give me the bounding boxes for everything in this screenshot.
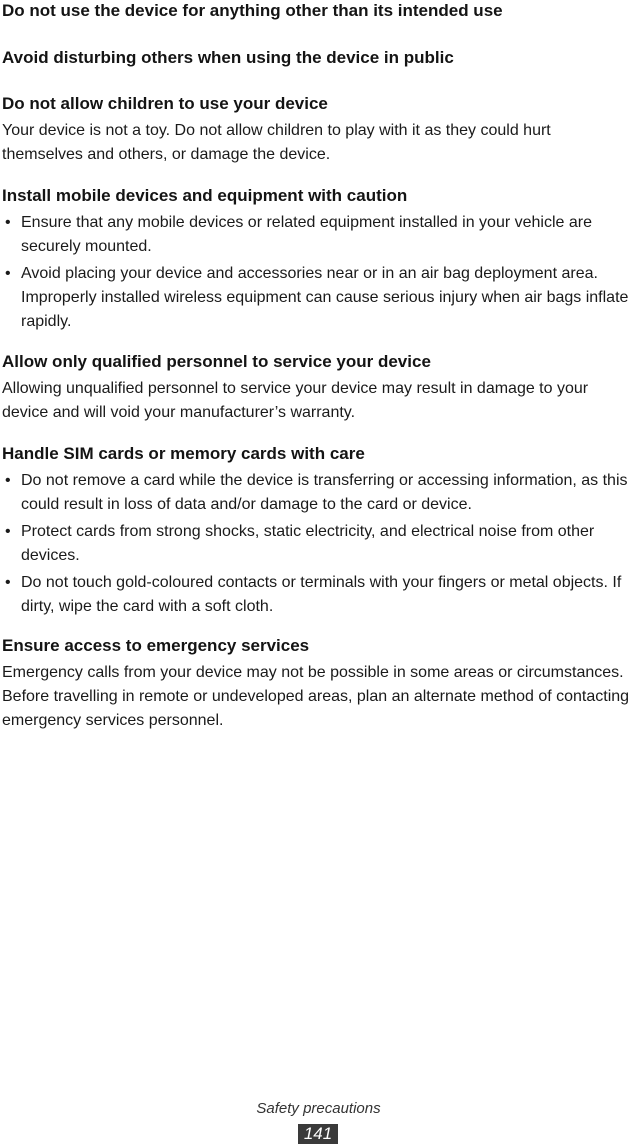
section-card-care bbox=[2, 443, 635, 619]
bullet-marker: • bbox=[5, 214, 11, 231]
section-heading: Handle SIM cards or memory cards with care bbox=[2, 444, 365, 463]
list-item-text: Do not remove a card while the device is transferring or accessing information, as this could result in loss of data and/or damage to the card or device. bbox=[21, 472, 628, 513]
bullet-marker: • bbox=[5, 523, 11, 540]
list-item-text: Protect cards from strong shocks, static electricity, and electrical noise from other devices. bbox=[21, 523, 595, 564]
list-item-text: Ensure that any mobile devices or related equipment installed in your vehicle are securely mounted. bbox=[21, 214, 592, 255]
section-emergency bbox=[2, 635, 635, 733]
section-heading: Avoid disturbing others when using the device in public bbox=[2, 48, 454, 67]
section-public-use bbox=[2, 47, 635, 69]
section-intended-use bbox=[2, 0, 635, 22]
section-heading: Install mobile devices and equipment with caution bbox=[2, 186, 408, 205]
section-mobile-install bbox=[2, 185, 635, 334]
bullet-list bbox=[2, 211, 635, 334]
bullet-list bbox=[2, 469, 635, 619]
bullet-marker: • bbox=[5, 472, 11, 489]
document-body bbox=[2, 0, 635, 733]
section-body: Allowing unqualified personnel to service your device may result in damage to your device and will void your manufacturer’s warranty. bbox=[2, 380, 589, 421]
section-heading: Allow only qualified personnel to service your device bbox=[2, 352, 431, 371]
list-item bbox=[2, 262, 635, 334]
section-body: Your device is not a toy. Do not allow children to play with it as they could hurt themselves and others, or damage the device. bbox=[2, 122, 551, 163]
section-heading: Do not use the device for anything other than its intended use bbox=[2, 1, 503, 20]
list-item bbox=[2, 571, 635, 619]
footer-section-label: Safety precautions bbox=[256, 1100, 381, 1117]
section-children bbox=[2, 93, 635, 167]
bullet-marker: • bbox=[5, 265, 11, 282]
list-item-text: Do not touch gold-coloured contacts or terminals with your fingers or metal objects. If dirty, wipe the card with a soft cloth. bbox=[21, 574, 622, 615]
section-heading: Ensure access to emergency services bbox=[2, 636, 310, 655]
section-qualified-service bbox=[2, 351, 635, 425]
page-number: 141 bbox=[298, 1124, 338, 1144]
section-heading: Do not allow children to use your device bbox=[2, 94, 328, 113]
list-item bbox=[2, 520, 635, 568]
list-item bbox=[2, 211, 635, 259]
bullet-marker: • bbox=[5, 574, 11, 591]
section-body: Emergency calls from your device may not be possible in some areas or circumstances. Before travelling in remote or undeveloped areas, plan an alternate method of contacting emergency services personnel. bbox=[2, 664, 630, 729]
list-item bbox=[2, 469, 635, 517]
list-item-text: Avoid placing your device and accessories near or in an air bag deployment area. Improperly installed wireless equipment can cause serious injury when air bags inflate rapidly. bbox=[21, 265, 629, 330]
